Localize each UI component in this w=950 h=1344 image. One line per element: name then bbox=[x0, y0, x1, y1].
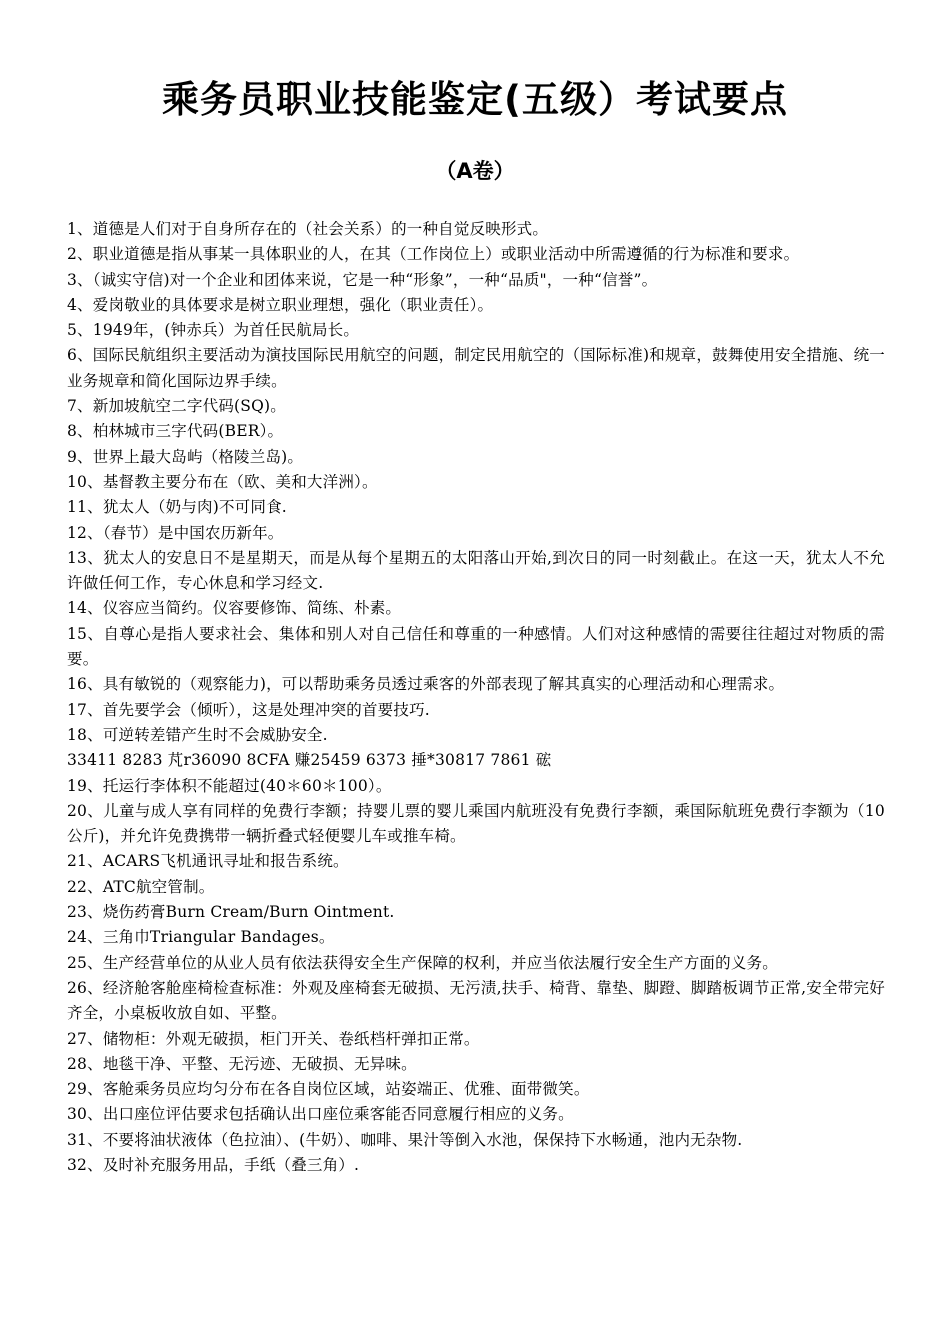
list-item: 11、犹太人（奶与肉)不可同食. bbox=[67, 498, 287, 517]
list-item: 29、客舱乘务员应均匀分布在各自岗位区域，站姿端正、优雅、面带微笑。 bbox=[67, 1080, 590, 1099]
list-item: 16、具有敏锐的（观察能力)，可以帮助乘务员透过乘客的外部表现了解其真实的心理活动和心理需求。 bbox=[67, 675, 785, 694]
list-item: 26、经济舱客舱座椅检查标准：外观及座椅套无破损、无污渍,扶手、椅背、靠垫、脚蹬、脚踏板调节正常,安全带完好齐全，小桌板收放自如、平整。 bbox=[67, 978, 885, 1023]
list-item: 12、（春节）是中国农历新年。 bbox=[67, 523, 284, 542]
list-item: 21、ACARS飞机通讯寻址和报告系统。 bbox=[67, 852, 349, 871]
list-item: 17、首先要学会（倾听），这是处理冲突的首要技巧. bbox=[67, 700, 430, 719]
document-title: 乘务员职业技能鉴定(五级）考试要点 bbox=[162, 78, 788, 121]
list-item: 8、柏林城市三字代码(BER）。 bbox=[67, 422, 284, 441]
list-item: 18、可逆转差错产生时不会威胁安全. bbox=[67, 725, 328, 744]
document-subtitle: （A卷） bbox=[435, 159, 515, 183]
list-item: 1、道德是人们对于自身所存在的（社会关系）的一种自觉反映形式。 bbox=[67, 220, 549, 238]
list-item: 5、1949年，(钟赤兵）为首任民航局长。 bbox=[67, 321, 360, 340]
list-item: 2、职业道德是指从事某一具体职业的人，在其（工作岗位上）或职业活动中所需遵循的行为标准和要求。 bbox=[67, 245, 800, 264]
list-item: 4、爱岗敬业的具体要求是树立职业理想，强化（职业责任）。 bbox=[67, 295, 494, 314]
list-item: 7、新加坡航空二字代码(SQ)。 bbox=[67, 397, 286, 416]
list-item: 27、储物柜：外观无破损，柜门开关、卷纸档杆弹扣正常。 bbox=[67, 1029, 480, 1048]
list-item: 28、地毯干净、平整、无污迹、无破损、无异味。 bbox=[67, 1054, 417, 1073]
list-item: 6、国际民航组织主要活动为演技国际民用航空的问题，制定民用航空的（国际标准)和规章，鼓舞使用安全措施、统一业务规章和简化国际边界手续。 bbox=[67, 346, 885, 390]
list-item: 32、及时补充服务用品，手纸（叠三角）. bbox=[67, 1155, 360, 1174]
list-item: 22、ATC航空管制。 bbox=[67, 877, 215, 896]
list-item: 30、出口座位评估要求包括确认出口座位乘客能否同意履行相应的义务。 bbox=[67, 1105, 574, 1124]
list-item: 3、（诚实守信)对一个企业和团体来说，它是一种“形象”，一种“品质"，一种“信誉”。 bbox=[67, 270, 658, 289]
list-item: 23、烧伤药膏Burn Cream/Burn Ointment. bbox=[67, 903, 395, 922]
list-item: 10、基督教主要分布在（欧、美和大洋洲）。 bbox=[67, 472, 378, 491]
list-item: 15、自尊心是指人要求社会、集体和别人对自己信任和尊重的一种感情。人们对这种感情的需要往往超过对物质的需要。 bbox=[67, 624, 885, 669]
list-item: 14、仪容应当简约。仪容要修饰、简练、朴素。 bbox=[67, 599, 402, 618]
list-item: 33411 8283 芃r36090 8CFA 赚25459 6373 捶*30817 7861 硡 bbox=[67, 751, 552, 770]
list-item: 20、儿童与成人享有同样的免费行李额；持婴儿票的婴儿乘国内航班没有免费行李额，乘国际航班免费行李额为（10公斤)，并允许免费携带一辆折叠式轻便婴儿车或推车椅。 bbox=[67, 801, 885, 846]
list-item: 25、生产经营单位的从业人员有依法获得安全生产保障的权利，并应当依法履行安全生产方面的义务。 bbox=[67, 953, 778, 972]
list-item: 13、犹太人的安息日不是星期天，而是从每个星期五的太阳落山开始,到次日的同一时刻截止。在这一天，犹太人不允许做任何工作，专心休息和学习经文. bbox=[67, 548, 885, 593]
list-item: 24、三角巾Triangular Bandages。 bbox=[67, 928, 335, 947]
list-item: 19、托运行李体积不能超过(40＊60＊100）。 bbox=[67, 776, 392, 795]
list-item: 31、不要将油状液体（色拉油）、(牛奶）、咖啡、果汁等倒入水池，保保持下水畅通，池内无杂物. bbox=[67, 1130, 743, 1149]
list-item: 9、世界上最大岛屿（格陵兰岛)。 bbox=[67, 447, 304, 466]
item-list bbox=[67, 217, 885, 1178]
